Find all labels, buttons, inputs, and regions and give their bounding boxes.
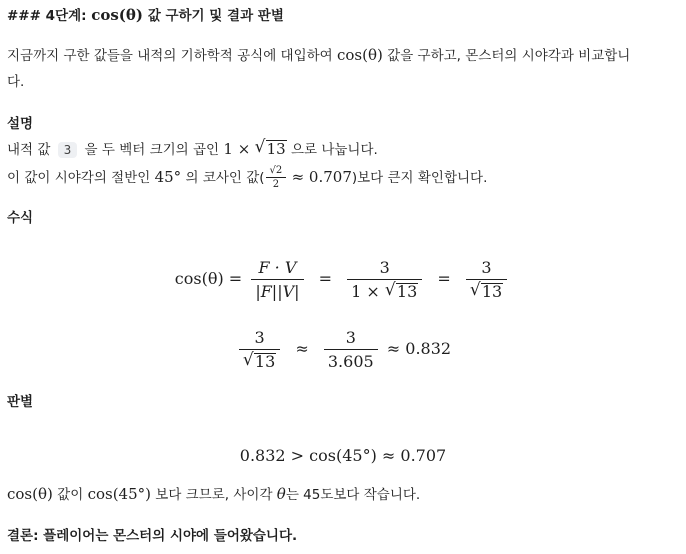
eq2-f2-num: 3 bbox=[324, 328, 378, 350]
intro-line-1 bbox=[7, 46, 630, 65]
sqrt2-den: 2 bbox=[272, 179, 280, 190]
judgement-text-b: 보다 크므로, 사이각 bbox=[155, 487, 273, 503]
eq1-fraction-2 bbox=[347, 258, 422, 301]
eq2-f1-num: 3 bbox=[239, 328, 280, 350]
eq1-f2-num: 3 bbox=[347, 258, 422, 280]
judgement-math-1: cos(θ) bbox=[7, 485, 53, 503]
intro-math: cos(θ) bbox=[337, 46, 383, 64]
eq1-f3-sqrt bbox=[470, 282, 503, 301]
judgement-text-c: 는 45도보다 작습니다. bbox=[285, 487, 421, 503]
explanation-line-2 bbox=[7, 166, 487, 190]
eq1-equals-2: = bbox=[437, 269, 451, 288]
heading-math: cos(θ) bbox=[91, 6, 144, 24]
explanation-math-a: 1 × bbox=[223, 140, 251, 158]
intro-text-c: 다. bbox=[7, 74, 25, 90]
sqrt-13-body: 13 bbox=[266, 140, 286, 158]
explanation-text-d: 이 값이 시야각의 절반인 bbox=[7, 170, 151, 186]
eq2-f1-den bbox=[239, 350, 280, 371]
judgement-line bbox=[7, 485, 420, 504]
eq1-fraction-1 bbox=[251, 258, 303, 301]
judgement-math-2: cos(45°) bbox=[87, 485, 151, 503]
eq2-fraction-2 bbox=[324, 328, 378, 371]
explanation-text-c: 으로 나눕니다. bbox=[290, 142, 378, 158]
explanation-text-a: 내적 값 bbox=[7, 142, 51, 158]
step-heading bbox=[7, 6, 284, 25]
intro-line-2 bbox=[7, 73, 24, 91]
eq1-f3-sqrt-body: 13 bbox=[481, 282, 503, 301]
heading-suffix: 값 구하기 및 결과 판별 bbox=[147, 8, 284, 24]
sqrt-13 bbox=[255, 140, 287, 158]
formula-equation-1 bbox=[0, 258, 686, 301]
judgement-title: 판별 bbox=[7, 394, 34, 410]
explanation-degree: 45° bbox=[154, 168, 182, 186]
explanation-text-e: 의 코사인 값( bbox=[185, 170, 265, 186]
eq1-fraction-3 bbox=[466, 258, 507, 301]
judgement-theta: θ bbox=[276, 485, 286, 503]
heading-prefix: ### 4단계: bbox=[7, 8, 87, 24]
eq2-fraction-1 bbox=[239, 328, 280, 371]
explanation-text-f: )보다 큰지 확인합니다. bbox=[351, 170, 488, 186]
eq1-f1-den: |F||V| bbox=[255, 282, 300, 301]
conclusion-text: 결론: 플레이어는 몬스터의 시야에 들어왔습니다. bbox=[7, 528, 298, 544]
explanation-text-b: 을 두 벡터 크기의 곱인 bbox=[84, 142, 220, 158]
explanation-title: 설명 bbox=[7, 116, 34, 132]
judgement-equation: 0.832 > cos(45°) ≈ 0.707 bbox=[239, 446, 447, 465]
sqrt2-num: √2 bbox=[266, 166, 287, 178]
eq2-approx-1: ≈ bbox=[295, 339, 309, 358]
intro-text-b: 값을 구하고, 몬스터의 시야각과 비교합니 bbox=[387, 48, 631, 64]
judgement-text-a: 값이 bbox=[57, 487, 84, 503]
formula-equation-2 bbox=[0, 328, 686, 371]
eq1-lhs: cos(θ) = bbox=[174, 269, 243, 288]
eq1-equals-1: = bbox=[318, 269, 333, 288]
inline-code-chip: 3 bbox=[58, 142, 78, 158]
intro-text-a: 지금까지 구한 값들을 내적의 기하학적 공식에 대입하여 bbox=[7, 48, 333, 64]
eq1-f3-den bbox=[466, 280, 507, 301]
eq1-f1-num: F · V bbox=[251, 258, 303, 280]
eq1-f2-sqrt bbox=[385, 282, 418, 301]
formula-title: 수식 bbox=[7, 210, 34, 226]
eq1-f2-den-a: 1 × bbox=[351, 282, 380, 301]
eq1-f3-num: 3 bbox=[466, 258, 507, 280]
eq1-f2-den bbox=[347, 280, 422, 301]
eq2-approx-2: ≈ 0.832 bbox=[386, 339, 452, 358]
explanation-approx: ≈ 0.707 bbox=[291, 168, 352, 186]
eq2-f1-sqrt bbox=[243, 352, 276, 371]
eq2-f2-den: 3.605 bbox=[327, 352, 374, 371]
eq2-f1-sqrt-body: 13 bbox=[254, 352, 276, 371]
sqrt2-over-2 bbox=[266, 166, 287, 190]
explanation-line-1 bbox=[7, 140, 378, 159]
eq1-f2-sqrt-body: 13 bbox=[396, 282, 418, 301]
